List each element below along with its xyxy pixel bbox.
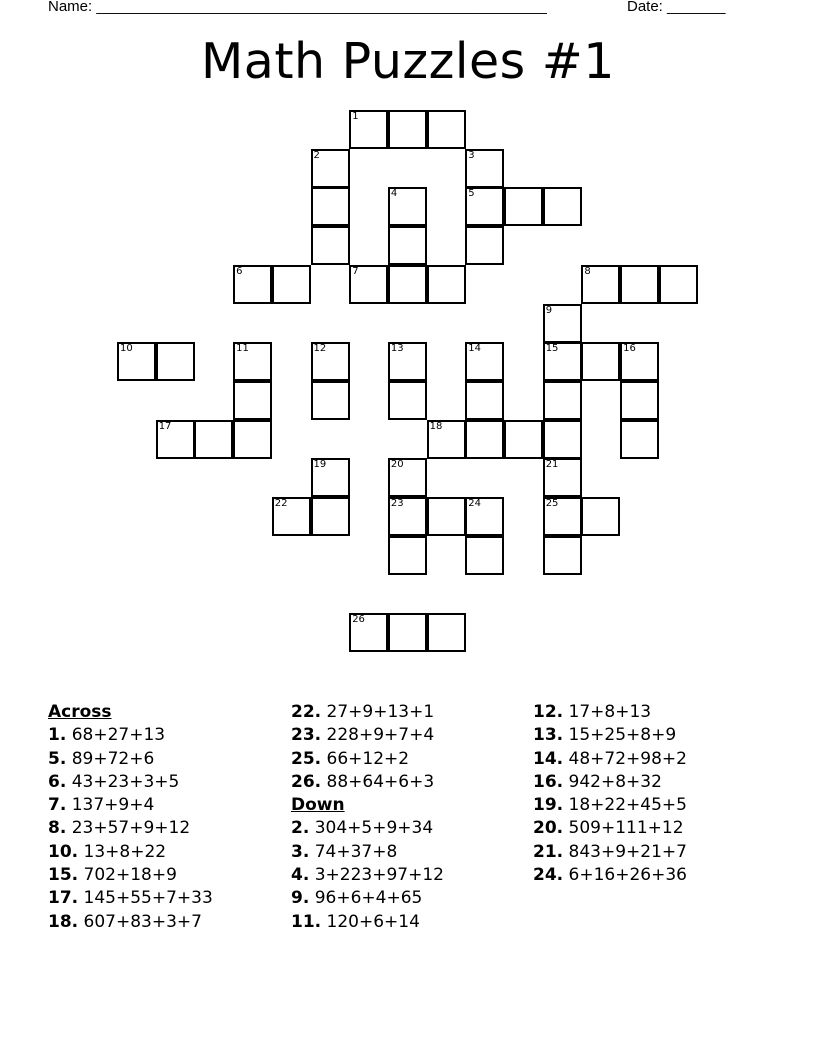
clue-number: 20. (533, 818, 564, 839)
crossword-cell[interactable] (311, 342, 350, 381)
cell-number: 15 (545, 343, 559, 355)
crossword-cell[interactable] (465, 342, 504, 381)
clue-text: 702+18+9 (83, 865, 177, 886)
cell-number: 16 (623, 343, 636, 355)
clue-number: 12. (533, 702, 564, 722)
crossword-cell[interactable] (311, 381, 350, 420)
crossword-cell[interactable] (388, 497, 427, 536)
clue-text: 43+23+3+5 (71, 771, 180, 792)
clue-number: 18. (48, 911, 79, 932)
clue-item (291, 864, 444, 887)
clue-text: 6+16+26+36 (568, 865, 687, 886)
clue-text: 145+55+7+33 (83, 888, 213, 909)
crossword-cell[interactable] (156, 420, 195, 459)
crossword-cell[interactable] (388, 226, 427, 265)
clue-text: 27+9+13+1 (326, 702, 435, 722)
cell-number: 8 (584, 265, 591, 277)
crossword-cell[interactable] (543, 304, 582, 343)
crossword-cell[interactable] (311, 226, 350, 265)
page-title: Math Puzzles #1 (201, 33, 615, 90)
cell-number: 21 (545, 459, 559, 471)
clue-item (533, 748, 687, 771)
crossword-cell[interactable] (543, 420, 582, 459)
crossword-cell[interactable] (233, 420, 272, 459)
clue-item (533, 771, 687, 794)
clue-item (48, 887, 213, 910)
clue-text: 68+27+13 (71, 725, 166, 746)
crossword-cell[interactable] (465, 497, 504, 536)
crossword-cell[interactable] (581, 265, 620, 304)
crossword-cell[interactable] (465, 226, 504, 265)
cell-number: 11 (236, 343, 249, 355)
crossword-cell[interactable] (543, 342, 582, 381)
crossword-cell[interactable] (388, 613, 427, 652)
cell-number: 23 (390, 498, 404, 509)
crossword-cell[interactable] (311, 497, 350, 536)
crossword-cell[interactable] (543, 497, 582, 536)
crossword-cell[interactable] (465, 149, 504, 188)
clue-column-2 (291, 701, 444, 934)
crossword-cell[interactable] (465, 420, 504, 459)
cell-number: 26 (352, 614, 365, 626)
cell-number: 22 (274, 498, 288, 509)
clue-item (291, 841, 444, 864)
clue-item (533, 841, 687, 864)
crossword-cell[interactable] (272, 497, 311, 536)
cell-number: 20 (390, 459, 404, 471)
crossword-cell[interactable] (427, 265, 466, 304)
clue-number: 24. (533, 865, 564, 886)
cell-number: 17 (158, 420, 172, 432)
crossword-cell[interactable] (620, 265, 659, 304)
clue-number: 13. (533, 725, 564, 746)
clue-number: 19. (533, 795, 564, 816)
clue-text: 120+6+14 (326, 911, 420, 932)
crossword-cell[interactable] (427, 497, 466, 536)
clue-text: 48+72+98+2 (568, 748, 687, 769)
clue-text: 137+9+4 (71, 795, 155, 816)
cell-number: 6 (236, 265, 243, 277)
clue-text: 13+8+22 (83, 841, 167, 862)
crossword-cell[interactable] (272, 265, 311, 304)
clue-item (533, 701, 687, 724)
clue-text: 17+8+13 (568, 702, 652, 722)
crossword-cell[interactable] (427, 613, 466, 652)
crossword-cell[interactable] (233, 265, 272, 304)
cell-number: 4 (390, 188, 398, 200)
clue-text: 23+57+9+12 (71, 818, 191, 839)
clue-number: 3. (291, 841, 310, 862)
cell-number: 13 (390, 343, 404, 355)
crossword-cell[interactable] (427, 110, 466, 149)
cell-number: 24 (468, 498, 482, 509)
clue-column-3 (533, 701, 687, 887)
cell-number: 5 (468, 188, 475, 200)
clue-item (533, 794, 687, 817)
clue-item (533, 724, 687, 747)
crossword-cell[interactable] (620, 342, 659, 381)
clue-number: 25. (291, 748, 322, 769)
crossword-cell[interactable] (388, 265, 427, 304)
clue-item (291, 701, 444, 724)
clue-item (533, 817, 687, 840)
clue-number: 11. (291, 911, 322, 932)
clue-number: 23. (291, 725, 322, 746)
crossword-cell[interactable] (311, 458, 350, 497)
crossword-cell[interactable] (349, 110, 388, 149)
clue-column-1 (48, 701, 213, 934)
clue-item (48, 911, 213, 934)
clue-item (291, 817, 444, 840)
cell-number: 18 (429, 420, 443, 432)
crossword-cell[interactable] (581, 497, 620, 536)
crossword-cell[interactable] (543, 458, 582, 497)
crossword-cell[interactable] (233, 342, 272, 381)
clue-number: 15. (48, 865, 79, 886)
clue-text: 74+37+8 (314, 841, 398, 862)
cell-number: 7 (352, 265, 359, 277)
crossword-cell[interactable] (117, 342, 156, 381)
crossword-cell[interactable] (504, 187, 543, 226)
clue-number: 4. (291, 865, 310, 886)
crossword-cell[interactable] (465, 381, 504, 420)
clue-number: 26. (291, 771, 322, 792)
clue-item (48, 864, 213, 887)
clue-number: 2. (291, 818, 310, 839)
crossword-cell[interactable] (620, 381, 659, 420)
crossword-cell[interactable] (465, 536, 504, 575)
clue-item (291, 724, 444, 747)
name-field-label: Name: ______________________________________________________ (48, 0, 547, 15)
crossword-cell[interactable] (388, 536, 427, 575)
crossword-cell[interactable] (465, 187, 504, 226)
cell-number: 1 (352, 111, 359, 122)
crossword-cell[interactable] (388, 342, 427, 381)
cell-number: 14 (468, 343, 482, 355)
clue-number: 17. (48, 888, 79, 909)
cell-number: 10 (120, 343, 133, 355)
crossword-cell[interactable] (543, 536, 582, 575)
clue-number: 6. (48, 771, 67, 792)
clue-text: 843+9+21+7 (568, 841, 687, 862)
clue-item (291, 771, 444, 794)
crossword-cell[interactable] (388, 458, 427, 497)
crossword-cell[interactable] (349, 265, 388, 304)
clue-text: 942+8+32 (568, 771, 662, 792)
clue-text: 66+12+2 (326, 748, 410, 769)
clue-text: 18+22+45+5 (568, 795, 687, 816)
crossword-cell[interactable] (311, 149, 350, 188)
clue-text: 3+223+97+12 (314, 865, 444, 886)
crossword-cell[interactable] (427, 420, 466, 459)
crossword-cell[interactable] (388, 187, 427, 226)
crossword-cell[interactable] (581, 342, 620, 381)
clue-number: 21. (533, 841, 564, 862)
clue-number: 9. (291, 888, 310, 909)
date-field-label: Date: _______ (627, 0, 726, 15)
clue-item (533, 864, 687, 887)
cell-number: 9 (545, 304, 553, 316)
crossword-cell[interactable] (388, 110, 427, 149)
crossword-cell[interactable] (543, 187, 582, 226)
crossword-cell[interactable] (156, 342, 195, 381)
clue-item (48, 794, 213, 817)
cell-number: 2 (313, 149, 320, 161)
clue-text: 304+5+9+34 (314, 818, 434, 839)
clue-number: 14. (533, 748, 564, 769)
clue-number: 5. (48, 748, 67, 769)
clue-number: 10. (48, 841, 79, 862)
crossword-cell[interactable] (349, 613, 388, 652)
crossword-cell[interactable] (388, 381, 427, 420)
clue-text: 509+111+12 (568, 818, 684, 839)
crossword-cell[interactable] (543, 381, 582, 420)
clue-item (48, 841, 213, 864)
crossword-cell[interactable] (233, 381, 272, 420)
clue-text: 88+64+6+3 (326, 771, 435, 792)
clue-item (291, 887, 444, 910)
crossword-cell[interactable] (659, 265, 698, 304)
cell-number: 25 (545, 498, 559, 509)
clue-item (48, 817, 213, 840)
clue-text: 89+72+6 (71, 748, 155, 769)
cell-number: 19 (313, 459, 327, 471)
crossword-cell[interactable] (620, 420, 659, 459)
clue-section-heading: Down (291, 795, 345, 816)
crossword-cell[interactable] (311, 187, 350, 226)
clue-text: 15+25+8+9 (568, 725, 677, 746)
clue-text: 228+9+7+4 (326, 725, 435, 746)
clue-text: 96+6+4+65 (314, 888, 423, 909)
clue-section-heading: Across (48, 702, 112, 722)
clue-number: 16. (533, 771, 564, 792)
crossword-cell[interactable] (504, 420, 543, 459)
clue-number: 8. (48, 818, 67, 839)
clue-number: 22. (291, 702, 322, 722)
clue-text: 607+83+3+7 (83, 911, 202, 932)
clue-number: 7. (48, 795, 67, 816)
clue-item (291, 748, 444, 771)
clue-number: 1. (48, 725, 67, 746)
cell-number: 12 (313, 343, 327, 355)
clue-item (291, 911, 444, 934)
clue-item (48, 771, 213, 794)
clue-item (48, 724, 213, 747)
crossword-cell[interactable] (194, 420, 233, 459)
clue-item (48, 748, 213, 771)
cell-number: 3 (468, 149, 475, 161)
